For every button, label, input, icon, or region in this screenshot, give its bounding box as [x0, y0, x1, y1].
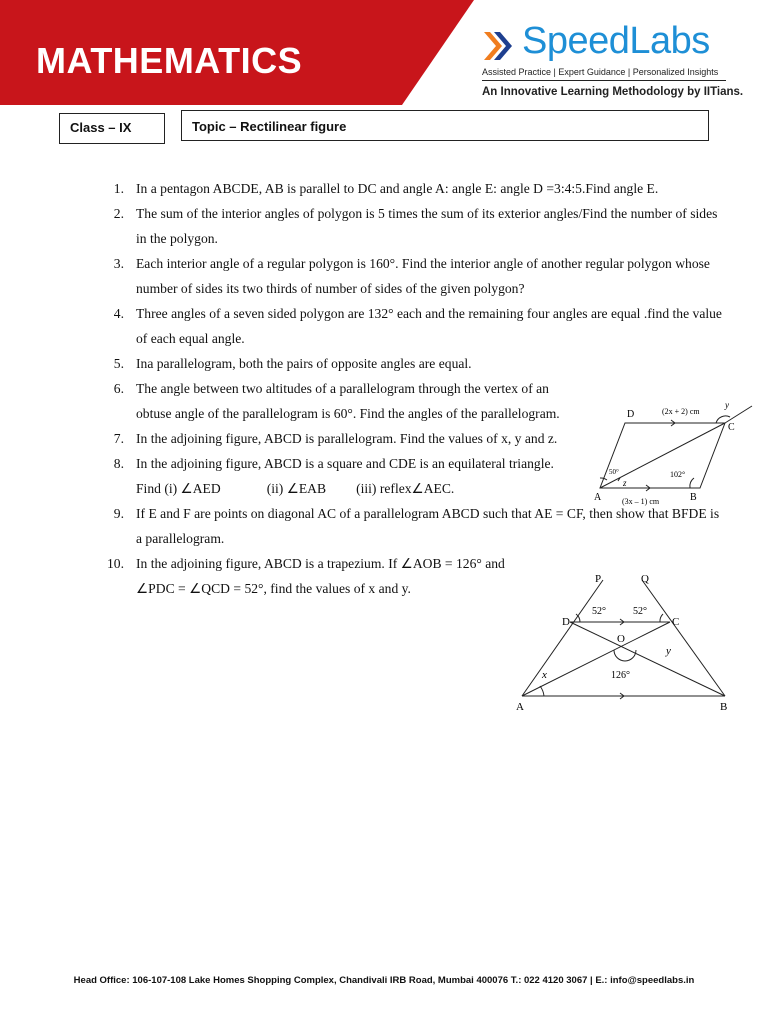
vertex-label-c: C	[672, 616, 680, 628]
question-item	[96, 176, 726, 201]
subject-title: MATHEMATICS	[36, 40, 303, 81]
question-text: In the adjoining figure, ABCD is a square and CDE is an equilateral triangle.	[136, 456, 554, 471]
vertex-label-o: O	[617, 633, 625, 645]
question-part: (iii) reflex∠AEC.	[356, 481, 455, 496]
question-number: 3.	[113, 256, 124, 271]
question-item	[96, 351, 726, 376]
question-item	[96, 301, 726, 351]
question-number: 7.	[113, 431, 124, 446]
question-part: (ii) ∠EAB	[266, 481, 327, 496]
question-number: 5.	[113, 356, 124, 371]
question-item	[96, 201, 726, 251]
vertex-label-a: A	[594, 492, 602, 503]
question-text: In the adjoining figure, ABCD is a trapezium. If ∠AOB = 126° and ∠PDC = ∠QCD = 52°, find the values of x and y.	[136, 556, 505, 596]
speedlabs-logo-icon	[482, 26, 518, 66]
question-item	[96, 501, 726, 551]
brand-name: SpeedLabs	[522, 20, 710, 62]
topic-box: Topic – Rectilinear figure	[181, 110, 709, 141]
point-label-q: Q	[641, 573, 649, 585]
top-side-label: (2x + 2) cm	[662, 407, 700, 416]
question-text: Ina parallelogram, both the pairs of opposite angles are equal.	[136, 356, 472, 371]
brand-subtitle: An Innovative Learning Methodology by IITians.	[482, 86, 744, 98]
brand-tagline: Assisted Practice | Expert Guidance | Personalized Insights	[482, 67, 719, 77]
angle-a-label: 50°	[609, 468, 619, 476]
vertex-label-a: A	[516, 701, 524, 713]
parallelogram-figure	[590, 398, 758, 508]
angle-label-y: y	[666, 645, 671, 657]
question-list	[96, 176, 726, 601]
bottom-side-label: (3x – 1) cm	[622, 497, 660, 506]
angle-b-label: 102°	[670, 470, 686, 479]
vertex-label-d: D	[627, 409, 635, 420]
question-text: If E and F are points on diagonal AC of a parallelogram ABCD such that AE = CF, then show that BFDE is a parallelogram.	[136, 506, 720, 546]
question-number: 2.	[113, 206, 124, 221]
question-number: 4.	[113, 306, 124, 321]
question-number: 10.	[107, 556, 124, 571]
question-number: 6.	[113, 381, 124, 396]
question-text: Three angles of a seven sided polygon are 132° each and the remaining four angles are equal .find the value of each equal angle.	[136, 306, 722, 346]
question-text: The sum of the interior angles of polygon is 5 times the sum of its exterior angles/Find the number of sides in the polygon.	[136, 206, 718, 246]
angle-d-label: 52°	[592, 606, 606, 617]
vertex-label-c: C	[728, 422, 735, 433]
footer-contact: Head Office: 106-107-108 Lake Homes Shopping Complex, Chandivali IRB Road, Mumbai 400076 T.: 022 4120 3067 | E.: info@speedlabs.in	[73, 975, 695, 986]
vertex-label-d: D	[562, 616, 570, 628]
question-part: Find (i) ∠AED	[136, 481, 221, 496]
question-number: 9.	[113, 506, 124, 521]
angle-label-y: y	[725, 400, 729, 410]
question-number: 1.	[113, 181, 124, 196]
question-item	[96, 251, 726, 301]
question-text: In the adjoining figure, ABCD is parallelogram. Find the values of x, y and z.	[136, 431, 558, 446]
class-box: Class – IX	[59, 113, 165, 144]
question-number: 8.	[113, 456, 124, 471]
question-text: In a pentagon ABCDE, AB is parallel to DC and angle A: angle E: angle D =3:4:5.Find angle E.	[136, 181, 659, 196]
vertex-label-b: B	[690, 492, 697, 503]
point-label-p: P	[595, 573, 602, 585]
trapezium-figure	[508, 568, 748, 716]
vertex-label-b: B	[720, 701, 728, 713]
angle-c-label: 52°	[633, 606, 647, 617]
question-text: Each interior angle of a regular polygon is 160°. Find the interior angle of another regular polygon whose number of sides its two thirds of number of sides of the given polygon?	[136, 256, 710, 296]
angle-label-z: z	[623, 478, 627, 488]
logo-divider	[482, 80, 726, 81]
angle-label-x: x	[542, 669, 547, 681]
angle-o-label: 126°	[611, 670, 630, 681]
question-text: The angle between two altitudes of a parallelogram through the vertex of an obtuse angle of the parallelogram is 60°. Find the angles of the parallelogram.	[136, 381, 560, 421]
